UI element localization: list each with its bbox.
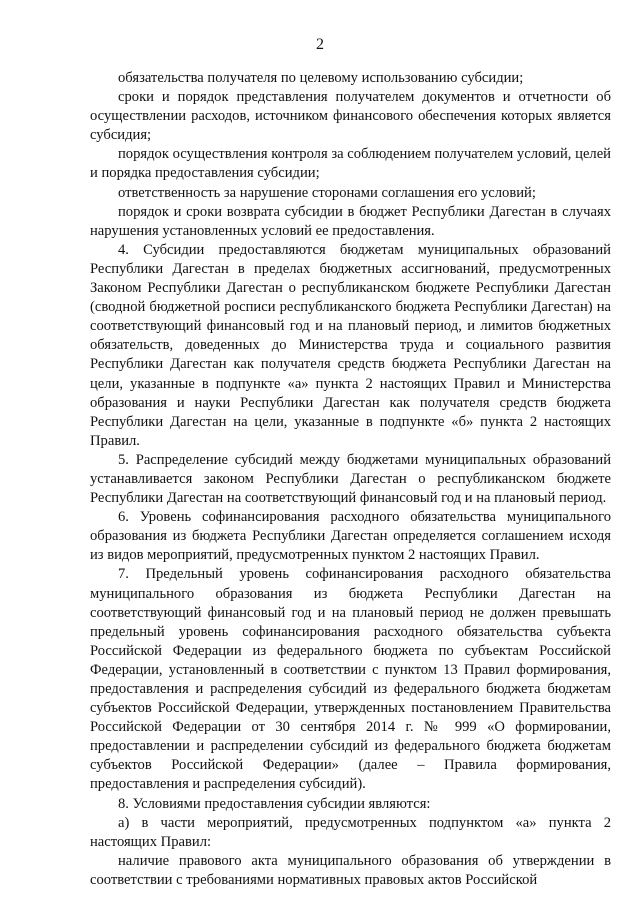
paragraph-11: а) в части мероприятий, предусмотренных подпунктом «а» пункта 2 настоящих Правил: [90, 814, 611, 850]
paragraph-10: 8. Условиями предоставления субсидии являются: [118, 795, 431, 812]
paragraph-9: 7. Предельный уровень софинансирования расходного обязательства муниципального образования из бюджета Республики Дагестан на соответствующий финансовый год и на плановый период не должен превышать предельный уровень софинансирования расходного обязательства субъекта Российской Федерации из федерального бюджета по субъектам Российской Федерации, установленный в соответствии с пунктом 13 Правил формирования, предоставления и распределения субсидий из федерального бюджета бюджетам субъектов Российской Федерации, утвержденных постановлением Правительства Российской Федерации от 30 сентября 2014 г. № 999 «О формировании, предоставлении и распределении субсидий из федерального бюджета бюджетам субъектов Российской Федерации» (далее – Правила формирования, предоставления и распределения субсидий). [90, 566, 611, 793]
page-number: 2 [316, 36, 324, 53]
paragraph-6: 4. Субсидии предоставляются бюджетам муниципальных образований Республики Дагестан в пределах бюджетных ассигнований, предусмотренных Законом Республики Дагестан о республиканском бюджете Республики Дагестан (сводной бюджетной росписи республиканского бюджета Республики Дагестан) на соответствующий финансовый год и на плановый период, и лимитов бюджетных обязательств, доведенных до Министерства труда и социального развития Республики Дагестан как получателя средств бюджета Республики Дагестан на цели, указанные в подпункте «а» пункта 2 настоящих Правил и Министерства образования и науки Республики Дагестан как получателя средств бюджета Республики Дагестан на цели, указанные в подпункте «б» пункта 2 настоящих Правил. [90, 241, 611, 449]
paragraph-5: порядок и сроки возврата субсидии в бюджет Республики Дагестан в случаях нарушения установленных условий ее предоставления. [90, 203, 611, 239]
paragraph-4: ответственность за нарушение сторонами соглашения его условий; [118, 184, 536, 201]
paragraph-8: 6. Уровень софинансирования расходного обязательства муниципального образования из бюджета Республики Дагестан определяется соглашением исходя из видов мероприятий, предусмотренных пунктом 2 настоящих Правил. [90, 509, 611, 564]
paragraph-12: наличие правового акта муниципального образования об утверждении в соответствии с требованиями нормативных правовых актов Российской [90, 852, 611, 888]
paragraph-1: обязательства получателя по целевому использованию субсидии; [118, 70, 524, 86]
paragraph-2: сроки и порядок представления получателем документов и отчетности об осуществлении расходов, источником финансового обеспечения которых является субсидия; [90, 89, 611, 144]
paragraph-7: 5. Распределение субсидий между бюджетами муниципальных образований устанавливается законом Республики Дагестан о республиканском бюджете Республики Дагестан на соответствующий финансовый год и на плановый период. [90, 451, 611, 507]
document-body [90, 69, 611, 890]
paragraph-3: порядок осуществления контроля за соблюдением получателем условий, целей и порядка предоставления субсидии; [90, 146, 611, 182]
